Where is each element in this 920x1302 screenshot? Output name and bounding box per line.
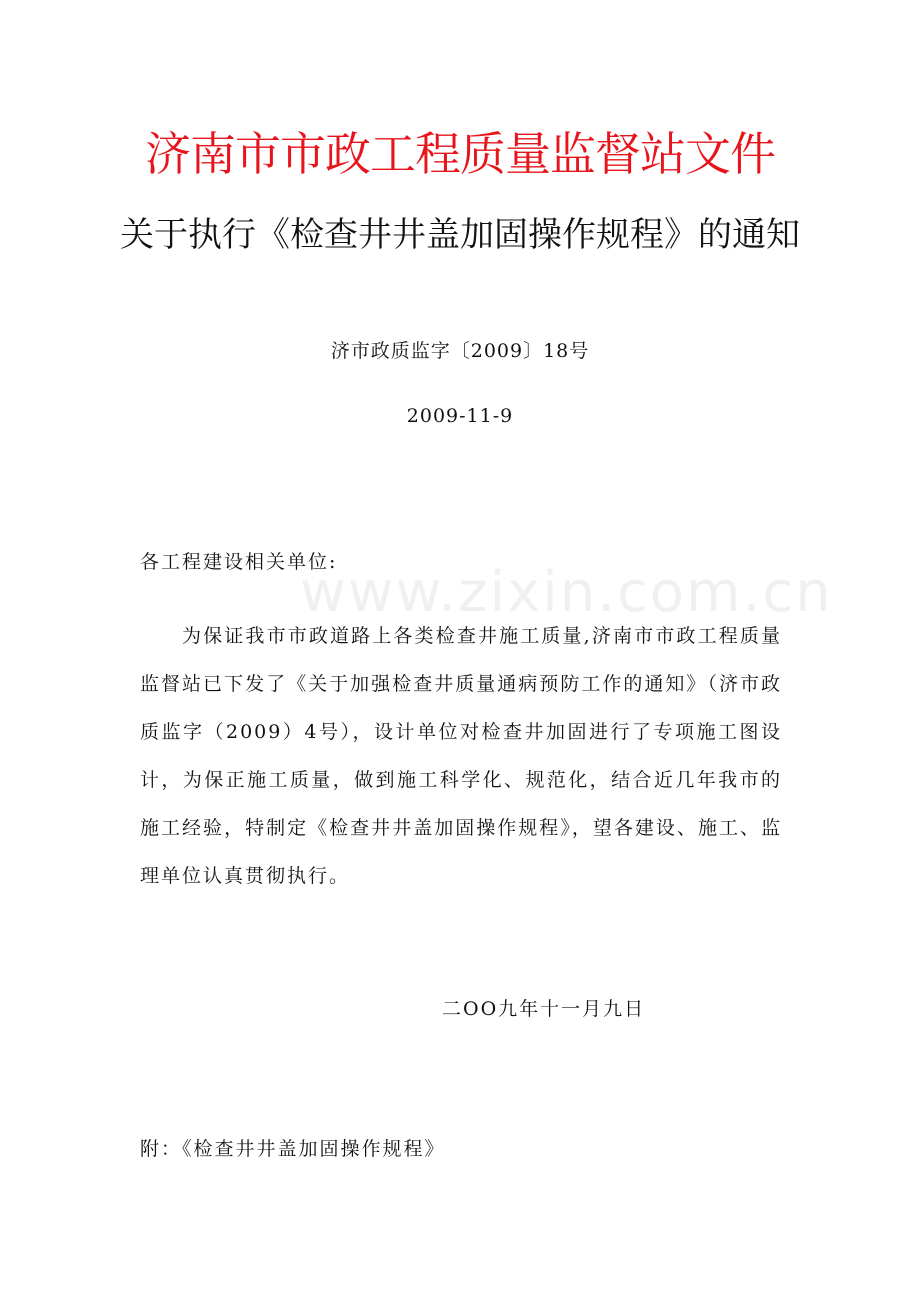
notice-title: 关于执行《检查井井盖加固操作规程》的通知 bbox=[120, 215, 800, 255]
watermark: www.zixin.com.cn bbox=[300, 560, 833, 625]
salutation: 各工程建设相关单位: bbox=[140, 551, 338, 573]
signature-date: 二OO九年十一月九日 bbox=[442, 998, 646, 1020]
body-paragraph: 为保证我市市政道路上各类检查井施工质量,济南市市政工程质量监督站已下发了《关于加强检查井质量通病预防工作的通知》（济市政质监字（2009）4号），设计单位对检查井加固进行了专项施工图设计，为保正施工质量，做到施工科学化、规范化，结合近几年我市的施工经验，特制定《检查井井盖加固操作规程》，望各建设、施工、监理单位认真贯彻执行。 bbox=[140, 625, 782, 887]
attachment-line: 附：《检查井井盖加固操作规程》 bbox=[140, 1138, 446, 1160]
document-number: 济市政质监字〔2009〕18号 bbox=[330, 340, 590, 362]
red-header-title: 济南市市政工程质量监督站文件 bbox=[145, 127, 775, 181]
issue-date: 2009-11-9 bbox=[406, 405, 514, 427]
